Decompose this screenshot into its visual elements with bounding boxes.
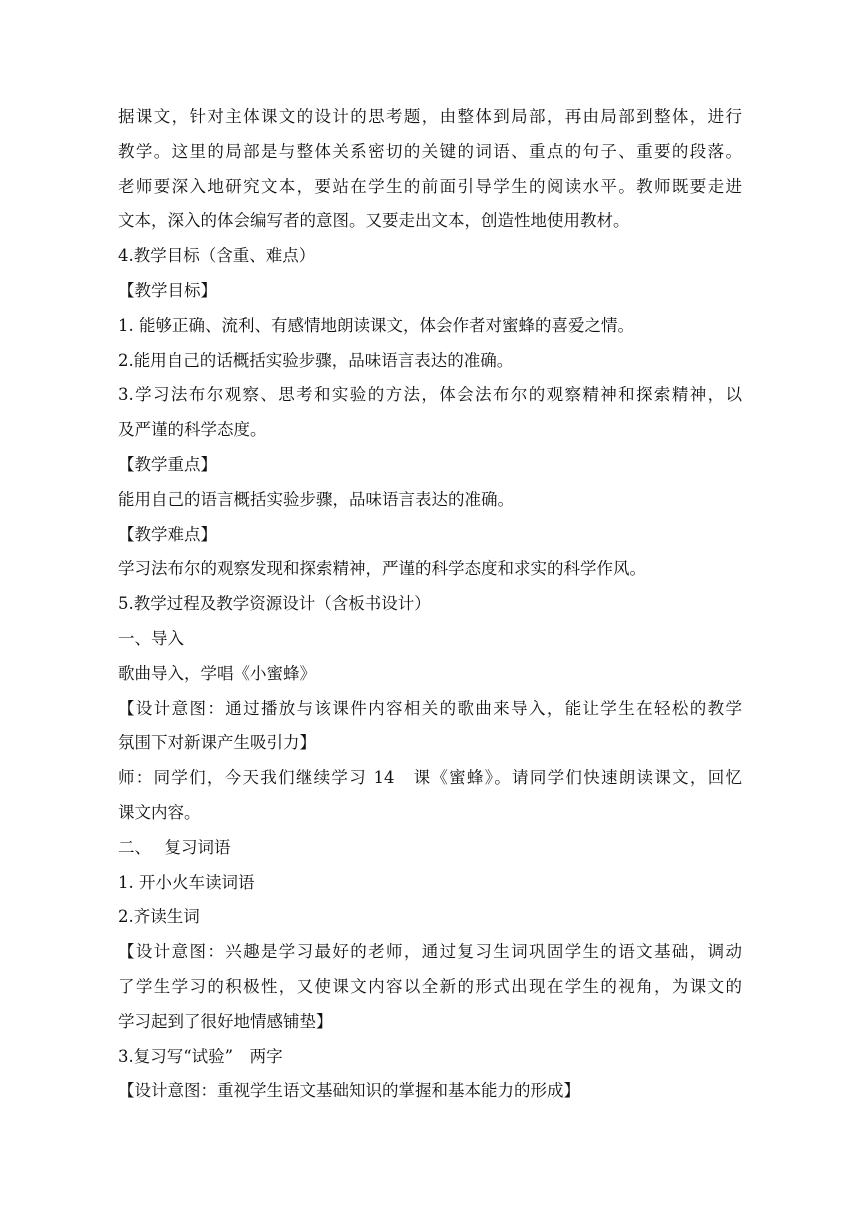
text-line: 教学。这里的局部是与整体关系密切的关键的词语、重点的句子、重要的段落。 bbox=[118, 141, 742, 161]
text-line: 2.齐读生词 bbox=[118, 907, 200, 927]
text-line: 5.教学过程及教学资源设计（含板书设计） bbox=[118, 594, 431, 614]
text-line: 【设计意图：通过播放与该课件内容相关的歌曲来导入，能让学生在轻松的教学 bbox=[118, 698, 742, 718]
text-line: 3.复习写“试验” 两字 bbox=[118, 1046, 283, 1066]
text-line: 2.能用自己的话概括实验步骤，品味语言表达的准确。 bbox=[118, 350, 514, 370]
text-line: 歌曲导入，学唱《小蜜蜂》 bbox=[118, 663, 316, 683]
text-line: 4.教学目标（含重、难点） bbox=[118, 246, 316, 266]
text-line: 【教学目标】 bbox=[118, 280, 217, 300]
text-line: 课文内容。 bbox=[118, 802, 201, 822]
text-line: 及严谨的科学态度。 bbox=[118, 420, 267, 440]
text-line: 3.学习法布尔观察、思考和实验的方法，体会法布尔的观察精神和探索精神，以 bbox=[118, 385, 742, 405]
text-line: 【设计意图：重视学生语文基础知识的掌握和基本能力的形成】 bbox=[118, 1081, 580, 1101]
text-line: 【设计意图：兴趣是学习最好的老师，通过复习生词巩固学生的语文基础，调动 bbox=[118, 942, 742, 962]
text-line: 氛围下对新课产生吸引力】 bbox=[118, 733, 316, 753]
text-line: 【教学重点】 bbox=[118, 454, 217, 474]
text-line: 师：同学们，今天我们继续学习 14 课《蜜蜂》。请同学们快速朗读课文，回忆 bbox=[118, 768, 742, 788]
text-line: 学习法布尔的观察发现和探索精神，严谨的科学态度和求实的科学作风。 bbox=[118, 559, 646, 579]
text-line: 了学生学习的积极性，又使课文内容以全新的形式出现在学生的视角，为课文的 bbox=[118, 976, 742, 996]
text-line: 能用自己的语言概括实验步骤，品味语言表达的准确。 bbox=[118, 489, 514, 509]
text-line: 老师要深入地研究文本，要站在学生的前面引导学生的阅读水平。教师既要走进 bbox=[118, 176, 742, 196]
text-line: 据课文，针对主体课文的设计的思考题，由整体到局部，再由局部到整体，进行 bbox=[118, 107, 742, 126]
text-line: 一、导入 bbox=[118, 628, 184, 648]
text-line: 学习起到了很好地情感铺垫】 bbox=[118, 1011, 333, 1031]
text-line: 【教学难点】 bbox=[118, 524, 217, 544]
text-line: 文本，深入的体会编写者的意图。又要走出文本，创造性地使用教材。 bbox=[118, 211, 630, 231]
text-line: 1. 能够正确、流利、有感情地朗读课文，体会作者对蜜蜂的喜爱之情。 bbox=[118, 315, 634, 335]
document-body bbox=[118, 100, 742, 1109]
text-line: 1. 开小火车读词语 bbox=[118, 872, 255, 892]
text-line: 二、 复习词语 bbox=[118, 837, 231, 857]
